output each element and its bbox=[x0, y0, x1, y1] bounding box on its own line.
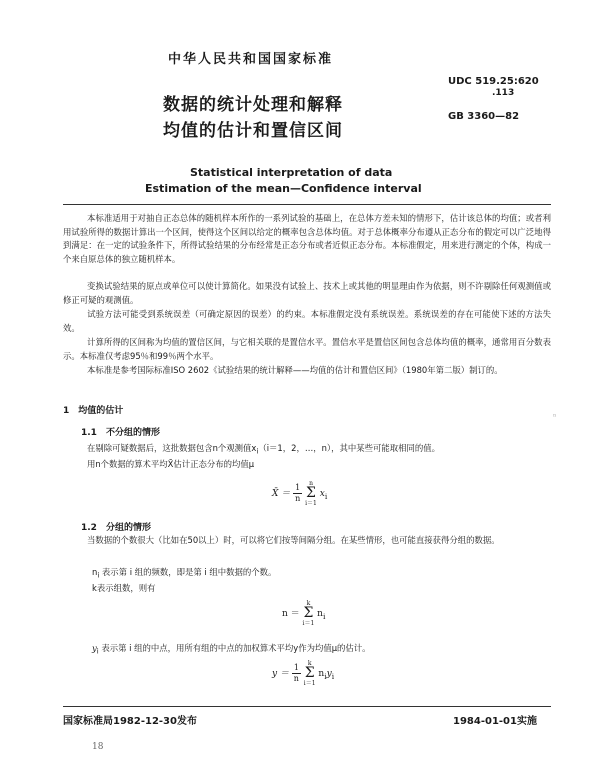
intro-paragraph-3: 试验方法可能受到系统误差（可确定原因的误差）的约束。本标准假定没有系统误差。系统误差的存在可能使下述的方法失效。 bbox=[63, 309, 551, 333]
gb-code: GB 3360—82 bbox=[448, 111, 520, 122]
udc-code-continued: .113 bbox=[492, 88, 515, 98]
intro-paragraph-2: 变换试验结果的原点或单位可以使计算简化。如果没有试验上、技术上或其他的明显理由作为依据，则不许剔除任何观测值或修正可疑的观测值。 bbox=[63, 281, 551, 305]
national-standard-label: 中华人民共和国国家标准 bbox=[168, 52, 334, 67]
header-divider bbox=[63, 204, 551, 205]
section-1-2-heading: 1.2 分组的情形 bbox=[81, 523, 151, 533]
intro-paragraph-5: 本标准是参考国际标准ISO 2602《试验结果的统计解释——均值的估计和置信区间》（1980年第二版）制订的。 bbox=[87, 365, 503, 375]
section-1-1-line-1: 在剔除可疑数据后，这批数据包含n个观测值$x_i(i=1$，2，…，n），其中某些可能取相同的值。 bbox=[87, 443, 440, 456]
issue-date: 国家标准局1982-12-30发布 bbox=[63, 716, 197, 727]
section-1-2-k-line: k表示组数，则有 bbox=[92, 583, 156, 593]
intro-paragraph-1: 本标准适用于对抽自正态总体的随机样本所作的一系列试验的基础上，在总体方差未知的情形下，估计该总体的均值；或者利用试验所得的数据计算出一个区间，使得这个区间以给定的概率包含总体均值。对于总体概率分布遵从正态分布的假定可以广泛地得到满足：在一定的试验条件下，所得试验结果的分布经常是正态分布或者近似正态分布。本标准假定，用来进行测定的个体，构成一个来自原总体的独立随机样本。 bbox=[63, 213, 551, 264]
title-en-line1: Statistical interpretation of data bbox=[190, 166, 393, 179]
title-cn-line2: 均值的估计和置信区间 bbox=[163, 121, 343, 141]
section-1-2-paragraph: 当数据的个数很大（比如在50以上）时，可以将它们按等间隔分组。在某些情形，也可能直接获得分组的数据。 bbox=[87, 535, 500, 545]
scan-speck-icon: ⁿ bbox=[553, 412, 557, 421]
section-1-1-line-2: 用n个数据的算术平均X̄估计正态分布的均值μ bbox=[87, 459, 255, 469]
page-number: 18 bbox=[92, 742, 104, 752]
section-1-1-heading: 1.1 不分组的情形 bbox=[81, 428, 160, 438]
formula-total-count: n ＝ k Σ i＝1 $n_i$ bbox=[282, 600, 326, 627]
title-cn-line1: 数据的统计处理和解释 bbox=[163, 95, 343, 115]
intro-paragraph-4: 计算所得的区间称为均值的置信区间，与它相关联的是置信水平。置信水平是置信区间包含总体均值的概率，通常用百分数表示。本标准仅考虑95％和99％两个水平。 bbox=[63, 337, 551, 361]
title-en-line2: Estimation of the mean—Confidence interval bbox=[145, 182, 422, 195]
section-1-2-ni-line: $n_i$ 表示第 i 组的频数，即是第 i 组中数据的个数。 bbox=[92, 567, 277, 580]
formula-mean: X̄ ＝ $\frac{1}{n}$ n Σ i＝1 $x_i$ bbox=[272, 480, 328, 507]
section-1-2-yi-line: $y_i$ 表示第 i 组的中点，用所有组的中点的加权算术平均y作为均值μ的估计。 bbox=[92, 643, 371, 656]
effective-date: 1984-01-01实施 bbox=[453, 716, 537, 727]
footer-divider bbox=[63, 706, 551, 707]
formula-weighted-mean: y ＝ $\frac{1}{n}$ k Σ i＝1 $n_iy_i$ bbox=[272, 660, 335, 687]
udc-code: UDC 519.25:620 bbox=[448, 76, 539, 87]
section-1-heading: 1 均值的估计 bbox=[63, 406, 124, 416]
